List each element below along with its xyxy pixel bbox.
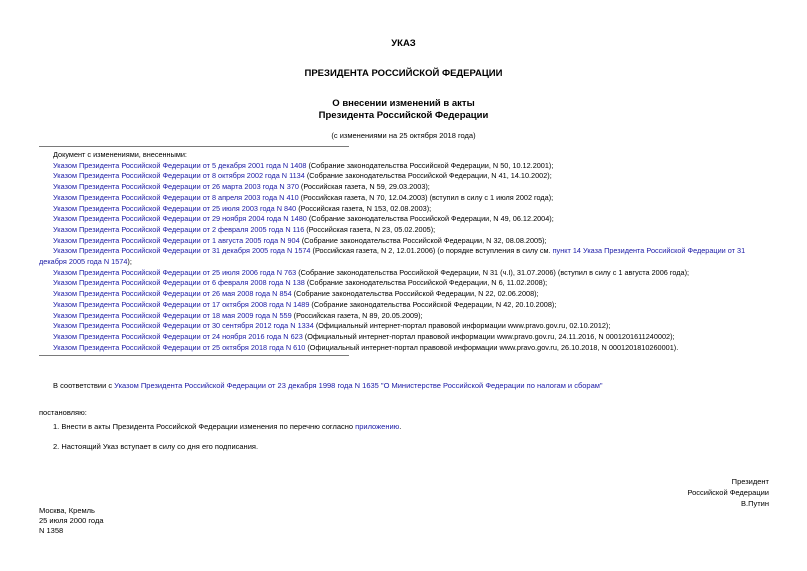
amendment-row <box>39 289 769 300</box>
issuer-heading: ПРЕЗИДЕНТА РОССИЙСКОЙ ФЕДЕРАЦИИ <box>304 68 503 79</box>
amendment-source: (Собрание законодательства Российской Федерации, N 32, 08.08.2005); <box>299 235 547 245</box>
clause-1-end: . <box>399 422 402 431</box>
signature-title-1: Президент <box>731 477 769 486</box>
amendment-source: (Российская газета, N 23, 05.02.2005); <box>304 224 436 234</box>
amendment-source: (Российская газета, N 70, 12.04.2003) (вступил в силу с 1 июля 2002 года); <box>298 192 554 202</box>
preamble-link[interactable]: Указом Президента Российской Федерации от 23 декабря 1998 года N 1635 "О Министерстве Российской Федерации по налогам и сборам" <box>114 381 603 390</box>
amendment-link[interactable]: Указом Президента Российской Федерации от 26 мая 2008 года N 854 <box>53 289 292 299</box>
amendment-source: (Официальный интернет-портал правовой информации www.pravo.gov.ru, 24.11.2016, N 0001201611240002); <box>302 331 675 341</box>
amendment-row <box>39 182 769 193</box>
amendment-source: (Российская газета, N 89, 20.05.2009); <box>291 310 423 320</box>
amendment-source: (Собрание законодательства Российской Федерации, N 41, 14.10.2002); <box>304 171 552 181</box>
amended-note: (с изменениями на 25 октября 2018 года) <box>331 131 476 140</box>
amendment-row <box>39 225 769 236</box>
preamble-text: В соответствии с <box>53 381 115 390</box>
amendment-source: (Собрание законодательства Российской Федерации, N 50, 10.12.2001); <box>306 160 554 170</box>
signature-block <box>687 476 769 509</box>
amendment-link[interactable]: Указом Президента Российской Федерации от 18 мая 2009 года N 559 <box>53 310 292 320</box>
amendment-source: (Официальный интернет-портал правовой информации www.pravo.gov.ru, 02.10.2012); <box>313 321 611 331</box>
amendments-list <box>39 150 769 353</box>
amendment-row <box>39 300 769 311</box>
amendments-header: Документ с изменениями, внесенными: <box>53 150 187 159</box>
amendment-link[interactable]: Указом Президента Российской Федерации от 1 августа 2005 года N 904 <box>53 235 300 245</box>
amendment-end: ); <box>127 257 132 267</box>
amendment-source: (Российская газета, N 153, 02.08.2003); <box>296 203 432 213</box>
amendment-link[interactable]: Указом Президента Российской Федерации от 17 октября 2008 года N 1489 <box>53 299 310 309</box>
amendment-link[interactable]: Указом Президента Российской Федерации от 25 октября 2018 года N 610 <box>53 342 306 352</box>
divider-bottom <box>39 355 349 356</box>
amendment-source: (Собрание законодательства Российской Федерации, N 6, 11.02.2008); <box>304 278 548 288</box>
clause-1-text: 1. Внести в акты Президента Российской Федерации изменения по перечню согласно <box>53 422 356 431</box>
amendment-row <box>39 214 769 225</box>
amendment-clause-link[interactable]: пункт 14 Указа Президента Российской Федерации от 31 декабря 2005 года N 1574 <box>39 246 746 267</box>
amendment-link[interactable]: Указом Президента Российской Федерации от 5 декабря 2001 года N 1408 <box>53 160 307 170</box>
decree-subject <box>0 98 807 122</box>
signature-title-2: Российской Федерации <box>687 488 769 497</box>
amendment-link[interactable]: Указом Президента Российской Федерации от 25 июля 2003 года N 840 <box>53 203 297 213</box>
amendment-source: (Собрание законодательства Российской Федерации, N 31 (ч.I), 31.07.2006) (вступил в силу с 1 августа 2006 года); <box>296 267 690 277</box>
clause-2: 2. Настоящий Указ вступает в силу со дня его подписания. <box>53 442 259 451</box>
signature-name: В.Путин <box>741 499 769 508</box>
preamble <box>53 381 603 390</box>
amendment-source: (Собрание законодательства Российской Федерации, N 22, 02.06.2008); <box>291 289 539 299</box>
amendment-link[interactable]: Указом Президента Российской Федерации от 29 ноября 2004 года N 1480 <box>53 214 307 224</box>
amendment-link[interactable]: Указом Президента Российской Федерации от 25 июля 2006 года N 763 <box>53 267 297 277</box>
decree-number: N 1358 <box>39 526 64 535</box>
place: Москва, Кремль <box>39 506 95 515</box>
appendix-link[interactable]: приложению <box>355 422 400 431</box>
amendment-source: (Собрание законодательства Российской Федерации, N 49, 06.12.2004); <box>306 214 554 224</box>
amendment-link[interactable]: Указом Президента Российской Федерации от 31 декабря 2005 года N 1574 <box>53 246 311 256</box>
place-date-block <box>39 506 104 536</box>
amendment-row <box>39 268 769 279</box>
amendment-link[interactable]: Указом Президента Российской Федерации от 26 марта 2003 года N 370 <box>53 182 299 192</box>
amendment-link[interactable]: Указом Президента Российской Федерации от 24 ноября 2016 года N 623 <box>53 331 303 341</box>
amendment-source: (Российская газета, N 59, 29.03.2003); <box>298 182 430 192</box>
amendment-row <box>39 343 769 354</box>
date: 25 июля 2000 года <box>39 516 104 525</box>
divider-top <box>39 146 349 147</box>
amendment-link[interactable]: Указом Президента Российской Федерации от 8 апреля 2003 года N 410 <box>53 192 299 202</box>
amendment-source: (Собрание законодательства Российской Федерации, N 42, 20.10.2008); <box>309 299 557 309</box>
decree-heading: УКАЗ <box>391 38 416 49</box>
amendment-row <box>39 311 769 322</box>
subject-line-2: Президента Российской Федерации <box>318 110 489 121</box>
amendment-link[interactable]: Указом Президента Российской Федерации от 30 сентября 2012 года N 1334 <box>53 321 314 331</box>
amendment-row <box>39 278 769 289</box>
amendment-row <box>39 193 769 204</box>
amendment-link[interactable]: Указом Президента Российской Федерации от 6 февраля 2008 года N 138 <box>53 278 305 288</box>
amendment-source: (Российская газета, N 2, 12.01.2006) (о порядке вступления в силу см. <box>310 246 553 256</box>
amendment-row <box>39 161 769 172</box>
amendment-link[interactable]: Указом Президента Российской Федерации от 8 октября 2002 года N 1134 <box>53 171 305 181</box>
amendment-row <box>39 332 769 343</box>
amendment-row <box>39 236 769 247</box>
subject-line-1: О внесении изменений в акты <box>332 98 475 109</box>
amendment-row <box>39 246 769 267</box>
resolved-text: постановляю: <box>39 408 87 417</box>
amendment-row <box>39 171 769 182</box>
amendment-link[interactable]: Указом Президента Российской Федерации от 2 февраля 2005 года N 116 <box>53 224 305 234</box>
amendment-row <box>39 204 769 215</box>
amendment-source: (Официальный интернет-портал правовой информации www.pravo.gov.ru, 26.10.2018, N 0001201810260001). <box>305 342 679 352</box>
amendment-row <box>39 321 769 332</box>
clause-1 <box>53 422 401 431</box>
